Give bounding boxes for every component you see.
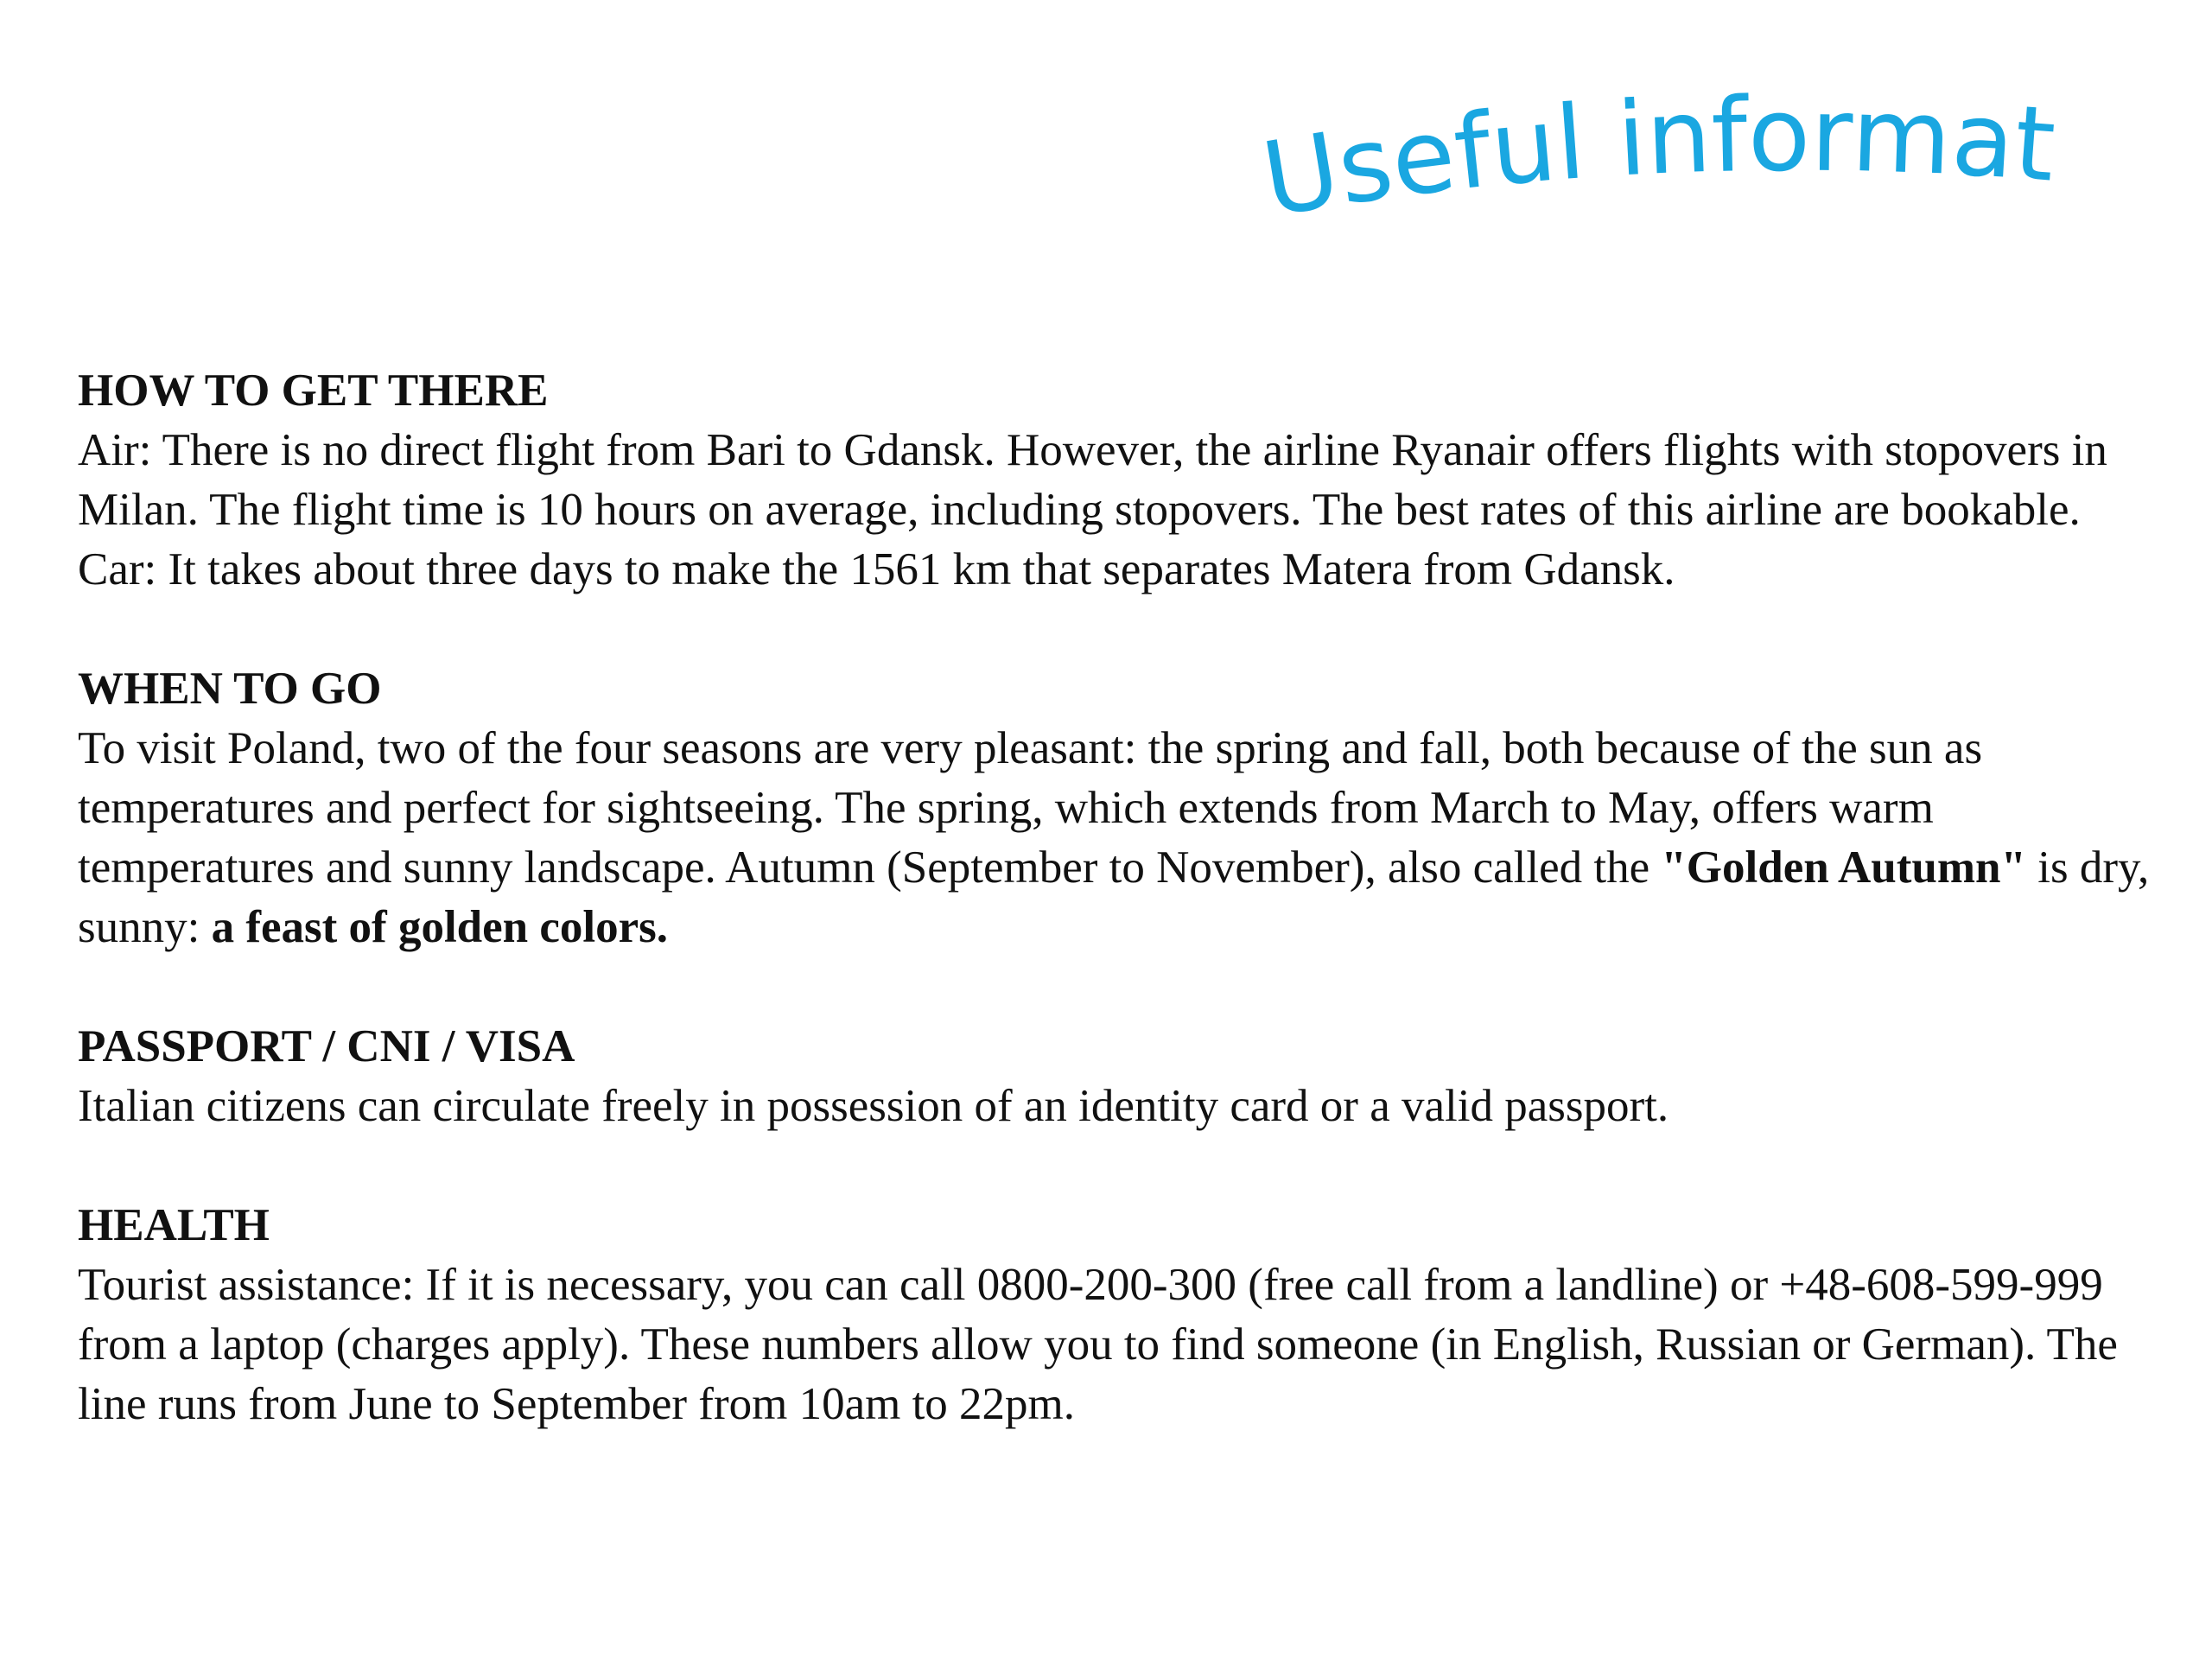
section-heading: HOW TO GET THERE	[78, 365, 549, 416]
section-passport	[78, 1017, 2169, 1136]
slide-title-text: Useful information	[1203, 0, 2060, 240]
section-paragraph	[78, 719, 2169, 957]
section-heading: PASSPORT / CNI / VISA	[78, 1021, 575, 1071]
slide-title	[1203, 0, 2082, 268]
section-how-to-get-there	[78, 361, 2169, 600]
paragraph-text: is dry, sunny:	[78, 842, 2150, 952]
section-paragraph: Italian citizens can circulate freely in possession of an identity card or a valid passport.	[78, 1081, 1669, 1131]
paragraph-bold-text: "Golden Autumn"	[1661, 842, 2026, 893]
section-when-to-go	[78, 659, 2169, 957]
section-paragraph: Car: It takes about three days to make the 1561 km that separates Matera from Gdansk.	[78, 544, 1675, 594]
section-paragraph: Air: There is no direct flight from Bari to Gdansk. However, the airline Ryanair offers flights with stopovers in Milan. The flight time is 10 hours on average, including stopovers. The best rates of this airline are bookable.	[78, 425, 2107, 535]
section-health	[78, 1196, 2169, 1434]
content-body	[78, 361, 2169, 1434]
paragraph-text: To visit Poland, two of the four seasons are very pleasant: the spring and fall, both because of the sun as temperatures and perfect for sightseeing. The spring, which extends from March to May, offers warm temperatures and sunny landscape. Autumn (September to November), also called the	[78, 723, 1983, 893]
paragraph-bold-text: a feast of golden colors.	[211, 902, 669, 952]
section-paragraph: Tourist assistance: If it is necessary, you can call 0800-200-300 (free call from a landline) or +48-608-599-999 from a laptop (charges apply). These numbers allow you to find someone (in English, Russian or German). The line runs from June to September from 10am to 22pm.	[78, 1260, 2118, 1429]
section-heading: HEALTH	[78, 1200, 270, 1250]
section-heading: WHEN TO GO	[78, 664, 382, 714]
